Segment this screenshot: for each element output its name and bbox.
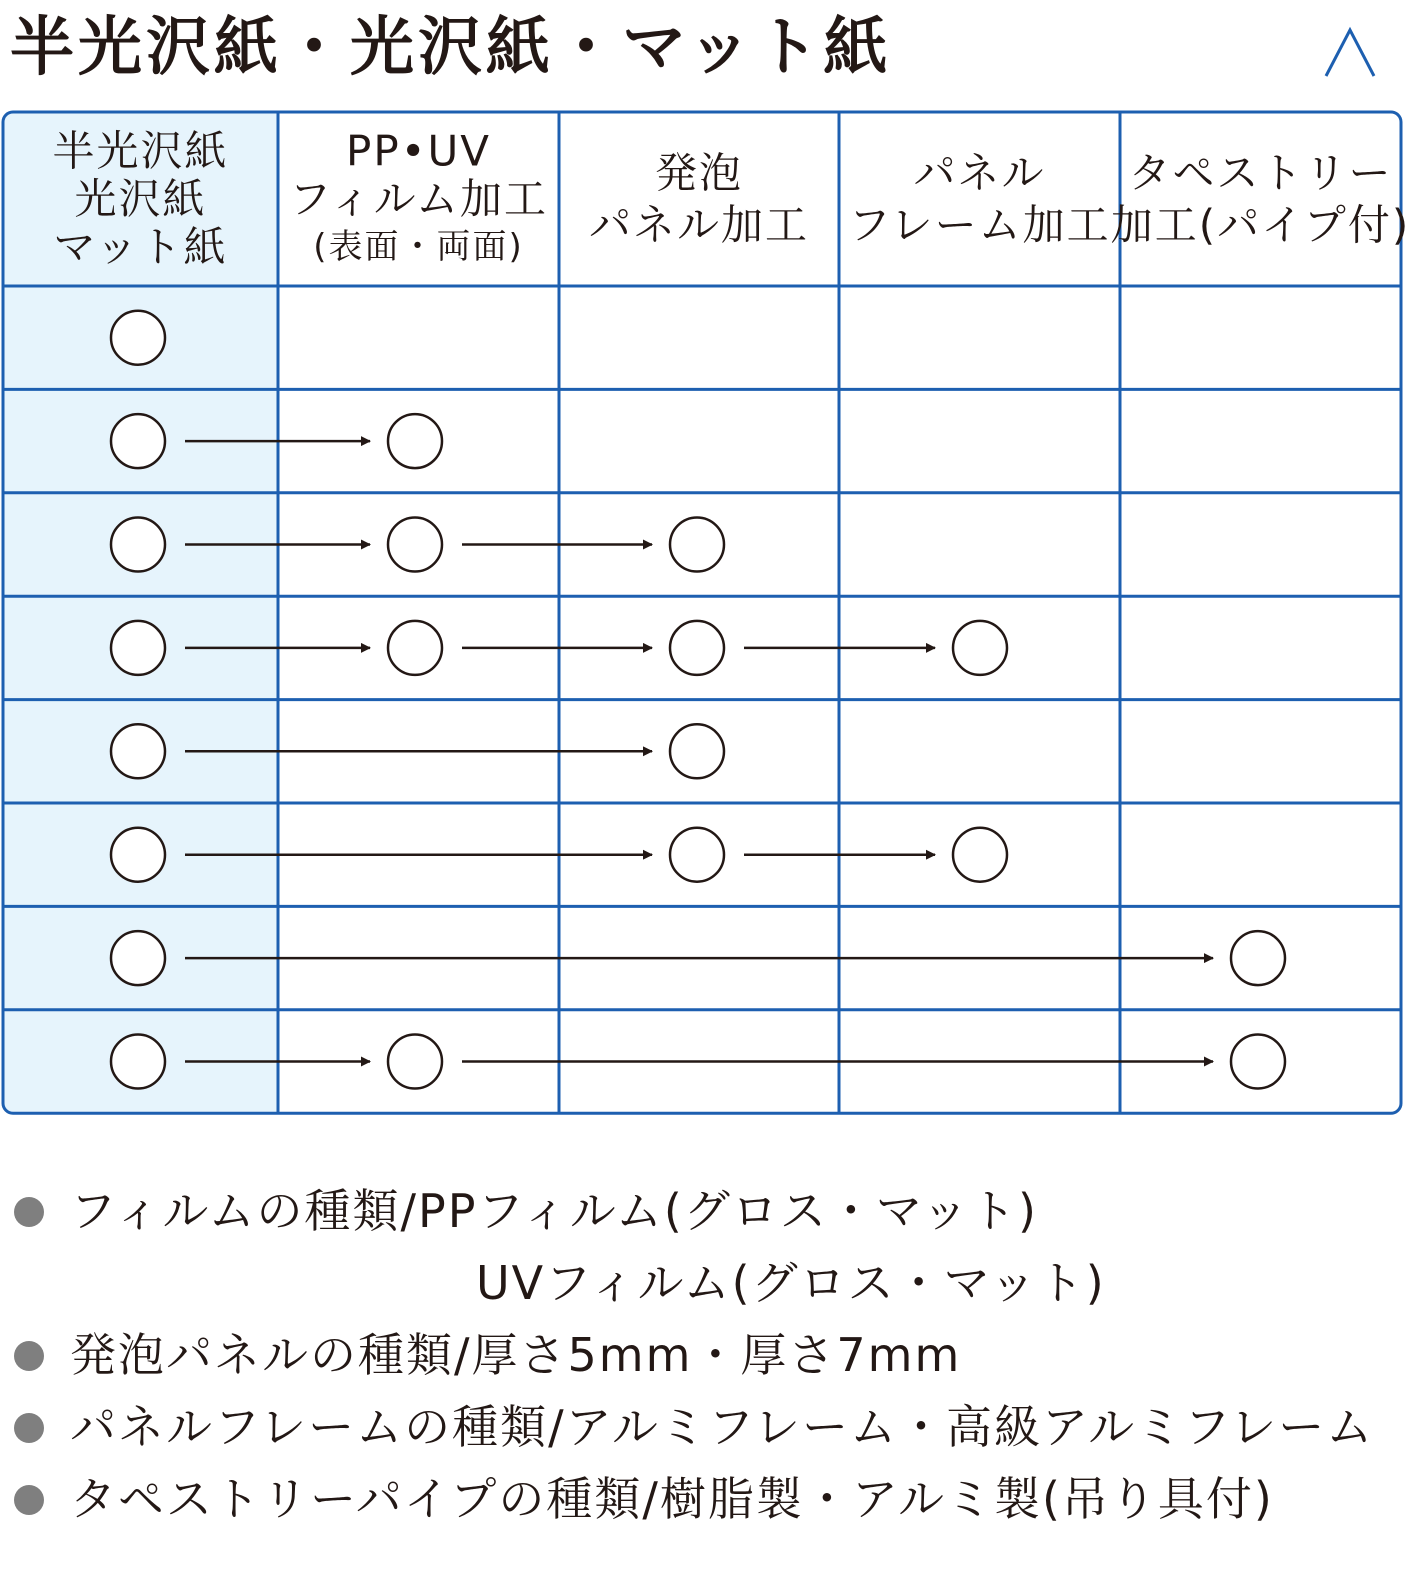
note-text: UVフィルム(グロス・マット) — [476, 1256, 1106, 1310]
mark-row6-col4 — [1231, 931, 1285, 985]
mark-row3-col3 — [953, 621, 1007, 675]
note-item — [14, 1463, 1374, 1535]
mark-row5-col0 — [111, 828, 165, 882]
column-header-4-line-0: タペストリー — [1128, 148, 1393, 198]
note-text: タペストリーパイプの種類/樹脂製・アルミ製(吊り具付) — [70, 1472, 1274, 1526]
column-header-3-line-1: フレーム加工 — [848, 200, 1111, 250]
mark-row6-col0 — [111, 931, 165, 985]
mark-row2-col1 — [388, 518, 442, 572]
column-header-4-line-1: 加工(パイプ付) — [1110, 200, 1411, 250]
mark-row4-col2 — [670, 724, 724, 778]
mark-row0-col0 — [111, 311, 165, 365]
bullet-icon — [14, 1341, 44, 1371]
column-header-2-line-0: 発泡 — [654, 148, 744, 198]
column-header-1-line-1: フィルム加工 — [289, 174, 548, 224]
column-header-1-line-2: (表面・両面) — [313, 227, 524, 267]
column-header-0-line-2: マット紙 — [53, 222, 228, 272]
mark-row5-col3 — [953, 828, 1007, 882]
mark-row7-col0 — [111, 1035, 165, 1089]
mark-row2-col0 — [111, 518, 165, 572]
note-item — [14, 1247, 1374, 1319]
notes-list — [14, 1175, 1374, 1535]
note-text: パネルフレームの種類/アルミフレーム・高級アルミフレーム — [70, 1400, 1375, 1454]
page-title: 半光沢紙・光沢紙・マット紙 — [10, 11, 892, 85]
mark-row7-col1 — [388, 1035, 442, 1089]
mark-row1-col0 — [111, 414, 165, 468]
mark-row4-col0 — [111, 724, 165, 778]
mark-row3-col1 — [388, 621, 442, 675]
mark-row2-col2 — [670, 518, 724, 572]
mark-row7-col4 — [1231, 1035, 1285, 1089]
note-text: フィルムの種類/PPフィルム(グロス・マット) — [70, 1184, 1038, 1238]
note-item — [14, 1391, 1374, 1463]
bullet-icon — [14, 1413, 44, 1443]
mark-row1-col1 — [388, 414, 442, 468]
bullet-icon — [14, 1197, 44, 1227]
column-header-0-line-1: 光沢紙 — [74, 174, 207, 224]
note-text: 発泡パネルの種類/厚さ5mm・厚さ7mm — [70, 1328, 962, 1382]
mark-row3-col0 — [111, 621, 165, 675]
column-header-3-line-0: パネル — [913, 148, 1046, 198]
note-item — [14, 1319, 1374, 1391]
column-header-0-line-0: 半光沢紙 — [52, 126, 229, 176]
note-item — [14, 1175, 1374, 1247]
mark-row3-col2 — [670, 621, 724, 675]
bullet-icon — [14, 1485, 44, 1515]
mark-row5-col2 — [670, 828, 724, 882]
column-header-2-line-1: パネル加工 — [588, 200, 810, 250]
column-header-1-line-0: PP•UV — [346, 126, 491, 176]
